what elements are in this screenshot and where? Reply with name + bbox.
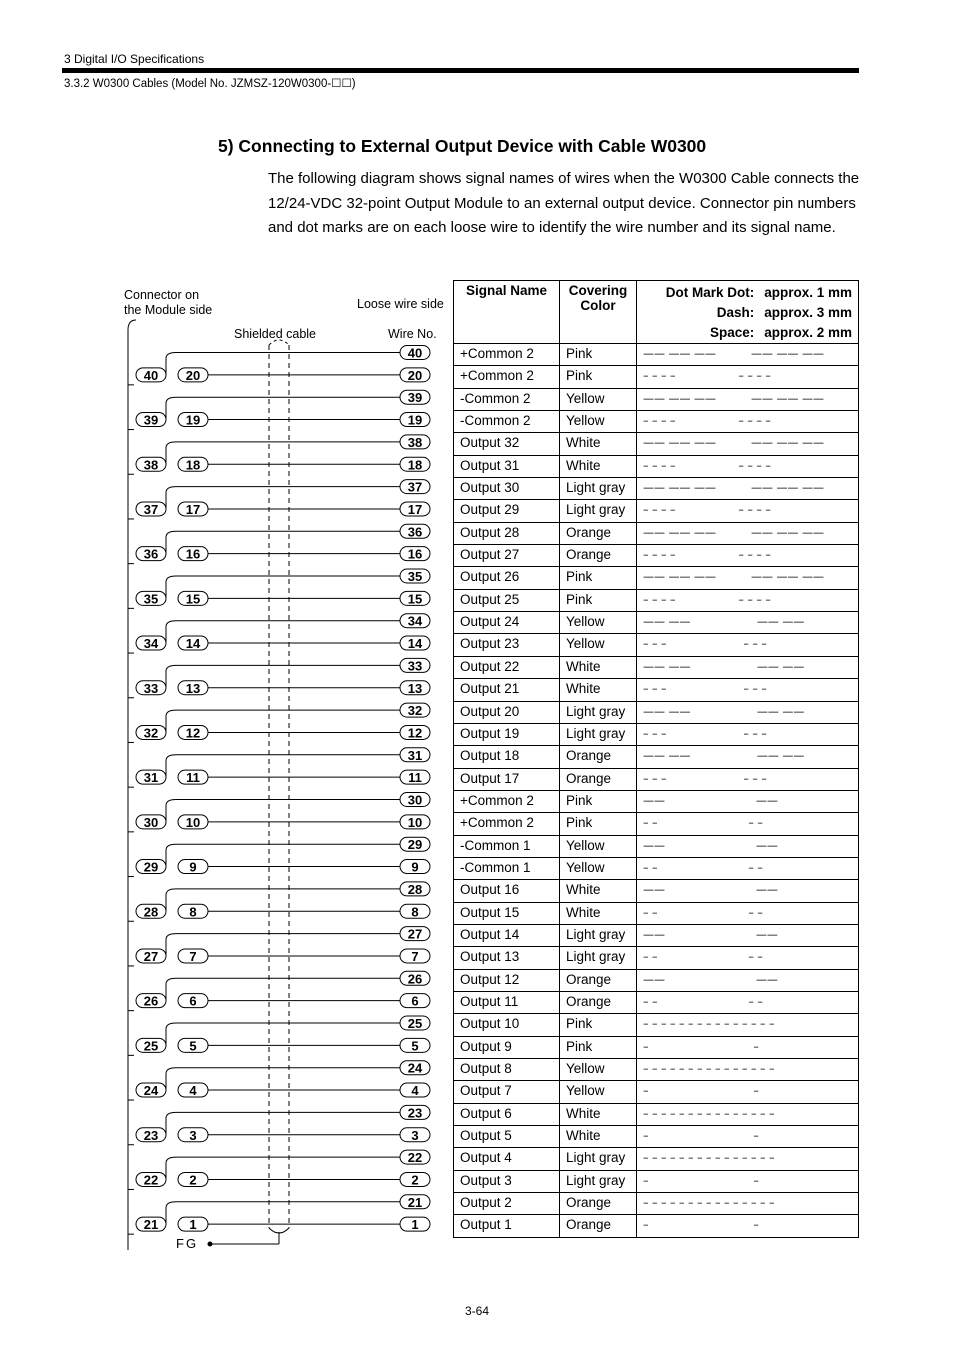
table-row — [454, 857, 859, 879]
connector-pin: 30 — [143, 814, 159, 830]
connector-label: Connector on the Module side — [124, 288, 213, 317]
table-row — [454, 366, 859, 388]
dot-key-label: Space: — [709, 325, 755, 340]
wire-line — [166, 353, 400, 375]
covering-color-cell: White — [560, 656, 637, 678]
signal-name-cell: Output 28 — [454, 522, 560, 544]
covering-color-cell: Orange — [560, 768, 637, 790]
covering-color-cell: White — [560, 679, 637, 701]
table-row — [454, 500, 859, 522]
covering-color-cell: Light gray — [560, 701, 637, 723]
dot-mark-cell: —— —— —— —— —— —— — [637, 344, 859, 366]
connector-pin: 38 — [143, 457, 159, 473]
signal-name-cell: Output 24 — [454, 612, 560, 634]
table-row — [454, 567, 859, 589]
covering-color-cell: Orange — [560, 969, 637, 991]
table-row — [454, 612, 859, 634]
dot-mark-cell: – – – – – – – – — [637, 455, 859, 477]
table-row — [454, 411, 859, 433]
connector-pin: 11 — [186, 770, 200, 786]
connector-pin: 9 — [189, 859, 197, 875]
dot-mark-cell: —— —— —— —— — [637, 746, 859, 768]
covering-color-cell: Light gray — [560, 1170, 637, 1192]
table-header-row — [454, 281, 859, 344]
header-dot-mark — [637, 281, 859, 344]
table-row — [454, 1126, 859, 1148]
connector-pin: 4 — [189, 1083, 197, 1099]
dot-mark-cell: – – – – – – – – – – – – – – – — [637, 1148, 859, 1170]
signal-name-cell: Output 7 — [454, 1081, 560, 1103]
section-header: 3 Digital I/O Specifications — [64, 52, 205, 66]
dot-mark-cell: – – – – – – – – – – – – – – – — [637, 1103, 859, 1125]
wire-number: 15 — [407, 591, 423, 607]
signal-name-cell: Output 2 — [454, 1193, 560, 1215]
wire-number: 4 — [411, 1083, 419, 1099]
wire-number: 33 — [407, 658, 423, 674]
dot-mark-cell: – – — [637, 1215, 859, 1237]
table-row — [454, 969, 859, 991]
fg-label: FG — [176, 1236, 199, 1251]
connector-pin: 6 — [189, 993, 197, 1009]
signal-name-cell: Output 10 — [454, 1014, 560, 1036]
wire-number: 1 — [411, 1217, 419, 1233]
wire-number: 34 — [407, 613, 423, 629]
wire-number: 36 — [407, 524, 423, 540]
table-row — [454, 746, 859, 768]
page-number: 3-64 — [464, 1304, 490, 1318]
wire-line — [166, 397, 400, 419]
wire-number: 16 — [407, 546, 423, 562]
dot-mark-cell: – – – – – – — [637, 634, 859, 656]
signal-name-cell: +Common 2 — [454, 344, 560, 366]
wire-line — [166, 978, 400, 1000]
dot-mark-cell: – – — [637, 1081, 859, 1103]
connector-pin: 27 — [143, 948, 159, 964]
wire-number: 14 — [407, 636, 423, 652]
dot-mark-cell: – – – – – – – – — [637, 589, 859, 611]
covering-color-cell: Yellow — [560, 857, 637, 879]
signal-name-cell: Output 27 — [454, 545, 560, 567]
dot-mark-cell: —— —— — [637, 835, 859, 857]
wire-line — [166, 844, 400, 866]
header-signal-name: Signal Name — [454, 281, 560, 344]
signal-name-cell: -Common 1 — [454, 857, 560, 879]
connector-pin: 34 — [143, 636, 159, 652]
signal-name-cell: -Common 1 — [454, 835, 560, 857]
wire-line — [166, 1157, 400, 1179]
wire-number: 12 — [407, 725, 423, 741]
covering-color-cell: White — [560, 455, 637, 477]
signal-name-cell: +Common 2 — [454, 790, 560, 812]
dot-mark-cell: – – – – — [637, 947, 859, 969]
signal-name-cell: Output 16 — [454, 880, 560, 902]
covering-color-cell: Pink — [560, 1036, 637, 1058]
table-row — [454, 522, 859, 544]
wire-line — [166, 1023, 400, 1045]
signal-name-cell: Output 32 — [454, 433, 560, 455]
wire-number: 40 — [407, 345, 423, 361]
signal-name-cell: Output 18 — [454, 746, 560, 768]
connector-pin: 36 — [143, 546, 159, 562]
wire-number: 18 — [407, 457, 423, 473]
dot-mark-cell: —— —— —— —— —— —— — [637, 388, 859, 410]
covering-color-cell: Yellow — [560, 1081, 637, 1103]
dot-mark-cell: – – – – – – — [637, 723, 859, 745]
dot-key-value: approx. 2 mm — [764, 325, 852, 340]
signal-name-cell: Output 30 — [454, 478, 560, 500]
connector-pin: 23 — [143, 1127, 159, 1143]
signal-name-cell: Output 8 — [454, 1059, 560, 1081]
wire-number: 31 — [407, 747, 423, 763]
table-row — [454, 344, 859, 366]
wire-number: 2 — [411, 1172, 419, 1188]
signal-name-cell: Output 9 — [454, 1036, 560, 1058]
signal-name-cell: Output 19 — [454, 723, 560, 745]
wire-number: 6 — [411, 993, 419, 1009]
connector-pin: 28 — [143, 904, 159, 920]
table-row — [454, 902, 859, 924]
connector-pin: 15 — [185, 591, 201, 607]
table-row — [454, 723, 859, 745]
wire-number: 5 — [411, 1038, 419, 1054]
wire-line — [166, 1112, 400, 1134]
wire-number: 10 — [407, 814, 423, 830]
connector-pin: 25 — [143, 1038, 159, 1054]
covering-color-cell: White — [560, 880, 637, 902]
dot-mark-cell: – – – – – – — [637, 679, 859, 701]
dot-key-label: Dot Mark Dot: — [665, 285, 755, 300]
table-row — [454, 790, 859, 812]
covering-color-cell: Pink — [560, 790, 637, 812]
table-row — [454, 924, 859, 946]
covering-color-cell: Light gray — [560, 723, 637, 745]
table-row — [454, 455, 859, 477]
covering-color-cell: Orange — [560, 1193, 637, 1215]
dot-mark-cell: – – — [637, 1126, 859, 1148]
dot-mark-cell: – – – – – – – – – – – – – – – — [637, 1193, 859, 1215]
wire-number: 35 — [407, 569, 423, 584]
covering-color-cell: Yellow — [560, 835, 637, 857]
dot-mark-cell: – – – – — [637, 857, 859, 879]
covering-color-cell: Orange — [560, 1215, 637, 1237]
dot-key-label: Dash: — [716, 305, 755, 320]
dot-mark-cell: —— —— — [637, 969, 859, 991]
wire-number: 37 — [407, 479, 423, 495]
table-row — [454, 388, 859, 410]
dot-mark-cell: – – — [637, 1036, 859, 1058]
wire-line — [166, 576, 400, 598]
dot-mark-cell: – – – – — [637, 902, 859, 924]
wire-line — [166, 1202, 400, 1224]
wire-number: 11 — [408, 770, 422, 786]
covering-color-cell: Light gray — [560, 1148, 637, 1170]
signal-name-cell: -Common 2 — [454, 388, 560, 410]
covering-color-cell: Pink — [560, 366, 637, 388]
connector-pin: 31 — [143, 770, 159, 786]
signal-name-cell: +Common 2 — [454, 813, 560, 835]
dot-mark-cell: —— —— —— —— — [637, 701, 859, 723]
wire-number: 13 — [407, 680, 423, 696]
covering-color-cell: Yellow — [560, 1059, 637, 1081]
dot-mark-cell: —— —— —— —— —— —— — [637, 522, 859, 544]
signal-name-cell: Output 25 — [454, 589, 560, 611]
covering-color-cell: White — [560, 902, 637, 924]
signal-name-cell: Output 4 — [454, 1148, 560, 1170]
connector-pin: 17 — [185, 501, 201, 517]
table-row — [454, 656, 859, 678]
connector-pin: 12 — [185, 725, 201, 741]
signal-name-cell: Output 15 — [454, 902, 560, 924]
signal-name-cell: +Common 2 — [454, 366, 560, 388]
connector-pin: 39 — [143, 412, 159, 428]
connector-pin: 40 — [143, 367, 159, 383]
dot-mark-cell: – – – – – – – – — [637, 545, 859, 567]
covering-color-cell: Light gray — [560, 924, 637, 946]
connector-pin: 22 — [143, 1172, 159, 1188]
connector-pin: 21 — [143, 1217, 159, 1233]
wire-number: 24 — [407, 1060, 423, 1076]
table-row — [454, 545, 859, 567]
table-row — [454, 880, 859, 902]
covering-color-cell: Yellow — [560, 634, 637, 656]
table-row — [454, 589, 859, 611]
wire-line — [166, 710, 400, 732]
dot-mark-cell: —— —— —— —— —— —— — [637, 478, 859, 500]
connector-pin: 7 — [189, 948, 197, 964]
dot-mark-cell: —— —— — [637, 924, 859, 946]
wire-number: 8 — [411, 904, 419, 920]
connector-pin: 37 — [143, 501, 159, 517]
table-row — [454, 1193, 859, 1215]
table-row — [454, 1170, 859, 1192]
table-row — [454, 634, 859, 656]
connector-pin: 10 — [185, 814, 201, 830]
connector-pin: 18 — [185, 457, 201, 473]
connector-pin: 26 — [143, 993, 159, 1009]
dot-mark-cell: —— —— —— —— — [637, 656, 859, 678]
wire-number: 38 — [407, 434, 423, 450]
table-row — [454, 433, 859, 455]
wire-number: 21 — [407, 1194, 423, 1210]
dot-key-value: approx. 1 mm — [764, 285, 852, 300]
covering-color-cell: White — [560, 433, 637, 455]
covering-color-cell: Orange — [560, 522, 637, 544]
loose-wire-label: Loose wire side — [357, 297, 444, 311]
covering-color-cell: Orange — [560, 545, 637, 567]
wire-line — [166, 755, 400, 777]
covering-color-cell: Yellow — [560, 411, 637, 433]
connector-pin: 13 — [185, 680, 201, 696]
wire-number: 3 — [411, 1127, 419, 1143]
signal-name-cell: Output 21 — [454, 679, 560, 701]
wiring-diagram — [0, 0, 454, 1270]
dot-mark-cell: – – – – – – – – – – – – – – – — [637, 1059, 859, 1081]
dot-mark-cell: – – — [637, 1170, 859, 1192]
signal-name-cell: Output 11 — [454, 991, 560, 1013]
signal-name-cell: Output 22 — [454, 656, 560, 678]
dot-mark-cell: – – – – – – – – — [637, 366, 859, 388]
wire-no-label: Wire No. — [388, 327, 437, 341]
covering-color-cell: Orange — [560, 991, 637, 1013]
connector-pin: 29 — [143, 859, 159, 875]
table-row — [454, 1036, 859, 1058]
wire-line — [166, 531, 400, 553]
wire-number: 29 — [407, 837, 423, 853]
covering-color-cell: Yellow — [560, 388, 637, 410]
table-row — [454, 1215, 859, 1237]
wire-line — [166, 487, 400, 509]
connector-pin: 8 — [189, 904, 197, 920]
table-row — [454, 1014, 859, 1036]
table-row — [454, 679, 859, 701]
connector-pin: 2 — [189, 1172, 197, 1188]
table-row — [454, 701, 859, 723]
dot-mark-cell: – – – – – – – – — [637, 411, 859, 433]
covering-color-cell: White — [560, 1103, 637, 1125]
connector-pin: 19 — [185, 412, 201, 428]
covering-color-cell: Light gray — [560, 947, 637, 969]
table-row — [454, 1059, 859, 1081]
covering-color-cell: Pink — [560, 589, 637, 611]
wire-number: 32 — [407, 703, 423, 719]
wire-line — [166, 621, 400, 643]
dot-mark-cell: —— —— —— —— —— —— — [637, 433, 859, 455]
wire-number: 17 — [407, 501, 423, 517]
covering-color-cell: Light gray — [560, 500, 637, 522]
section-title: 5) Connecting to External Output Device with Cable W0300 — [218, 136, 707, 156]
signal-name-cell: Output 5 — [454, 1126, 560, 1148]
wire-number: 26 — [407, 971, 423, 987]
connector-pin: 3 — [189, 1127, 197, 1143]
signal-name-cell: Output 17 — [454, 768, 560, 790]
signal-name-cell: Output 26 — [454, 567, 560, 589]
wire-line — [166, 889, 400, 911]
signal-name-cell: Output 20 — [454, 701, 560, 723]
wire-line — [166, 934, 400, 956]
dot-mark-cell: – – – – – – – – — [637, 500, 859, 522]
signal-name-cell: Output 3 — [454, 1170, 560, 1192]
wire-line — [166, 442, 400, 464]
dot-mark-cell: – – – – – – – – – – – – – – – — [637, 1014, 859, 1036]
dot-mark-cell: – – – – — [637, 991, 859, 1013]
table-row — [454, 768, 859, 790]
signal-name-cell: Output 31 — [454, 455, 560, 477]
body-paragraph: The following diagram shows signal names of wires when the W0300 Cable connects the 12/24-VDC 32-point Output Module to an external output device. Connector pin numbers and dot marks are on each loose wire to identify the wire number and its signal name. — [268, 170, 860, 236]
wire-number: 20 — [407, 367, 423, 383]
table-row — [454, 1103, 859, 1125]
wire-number: 27 — [407, 926, 423, 942]
wire-number: 19 — [407, 412, 423, 428]
dot-mark-cell: – – – – — [637, 813, 859, 835]
signal-name-cell: Output 29 — [454, 500, 560, 522]
table-row — [454, 835, 859, 857]
signal-name-cell: Output 1 — [454, 1215, 560, 1237]
table-row — [454, 1081, 859, 1103]
shielded-cable-label: Shielded cable — [234, 327, 317, 341]
covering-color-cell: Pink — [560, 344, 637, 366]
connector-pin: 33 — [143, 680, 159, 696]
wire-number: 30 — [407, 792, 423, 808]
signal-table — [453, 280, 859, 1238]
wire-number: 28 — [407, 881, 423, 897]
wire-number: 23 — [407, 1105, 423, 1121]
connector-pin: 32 — [143, 725, 159, 741]
covering-color-cell: Yellow — [560, 612, 637, 634]
table-row — [454, 813, 859, 835]
covering-color-cell: Pink — [560, 567, 637, 589]
covering-color-cell: Pink — [560, 1014, 637, 1036]
dot-mark-cell: – – – – – – — [637, 768, 859, 790]
covering-color-cell: Pink — [560, 813, 637, 835]
table-row — [454, 478, 859, 500]
signal-name-cell: Output 12 — [454, 969, 560, 991]
connector-pin: 24 — [143, 1083, 159, 1099]
table-row — [454, 991, 859, 1013]
table-row — [454, 947, 859, 969]
covering-color-cell: Orange — [560, 746, 637, 768]
signal-name-cell: -Common 2 — [454, 411, 560, 433]
dot-mark-cell: —— —— — [637, 790, 859, 812]
signal-name-cell: Output 14 — [454, 924, 560, 946]
connector-pin: 16 — [185, 546, 201, 562]
dot-mark-cell: —— —— — [637, 880, 859, 902]
connector-pin: 14 — [185, 636, 201, 652]
connector-pin: 5 — [189, 1038, 197, 1054]
dot-mark-cell: —— —— —— —— —— —— — [637, 567, 859, 589]
wire-line — [166, 665, 400, 687]
subsection-header: 3.3.2 W0300 Cables (Model No. JZMSZ-120W0300-☐☐) — [64, 78, 356, 90]
wire-number: 7 — [411, 948, 419, 964]
wire-number: 22 — [407, 1150, 423, 1166]
covering-color-cell: White — [560, 1126, 637, 1148]
wire-number: 9 — [411, 859, 419, 875]
signal-name-cell: Output 13 — [454, 947, 560, 969]
wire-number: 25 — [407, 1016, 423, 1031]
header-covering-color: Covering Color — [560, 281, 637, 344]
covering-color-cell: Light gray — [560, 478, 637, 500]
wire-line — [166, 1068, 400, 1090]
signal-name-cell: Output 6 — [454, 1103, 560, 1125]
dot-key-value: approx. 3 mm — [764, 305, 852, 320]
dot-mark-cell: —— —— —— —— — [637, 612, 859, 634]
connector-pin: 35 — [143, 591, 159, 607]
wire-number: 39 — [407, 390, 423, 406]
table-row — [454, 1148, 859, 1170]
signal-name-cell: Output 23 — [454, 634, 560, 656]
connector-pin: 1 — [189, 1217, 197, 1233]
connector-pin: 20 — [185, 367, 201, 383]
wire-line — [166, 800, 400, 822]
